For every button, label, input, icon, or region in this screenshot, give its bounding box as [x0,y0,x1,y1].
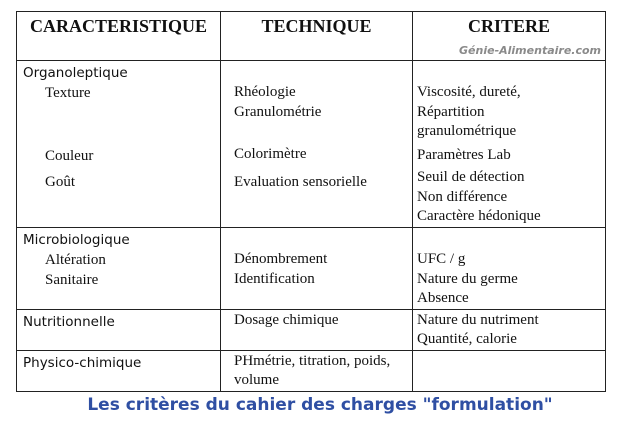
technique-texture [221,83,412,122]
technique-line: Colorimètre [234,146,307,162]
watermark: Génie-Alimentaire.com [459,44,601,57]
technique-gout [221,173,412,193]
criteria-line: granulométrique [417,123,517,139]
criteria-line: Non différence [417,188,508,205]
section-title: Organoleptique [23,65,128,81]
technique-alteration: Dénombrement [234,251,328,267]
criteria-line: Caractère hédonique [417,208,541,224]
technique-couleur [221,145,412,165]
criteria-alteration: UFC / g [417,251,466,267]
technique-physico-2: volume [234,372,279,388]
technique-line: Evaluation sensorielle [234,173,367,190]
criteria-texture [413,83,605,142]
microbiologique-technique-cell [221,228,413,310]
technique-physico-1: PHmétrie, titration, poids, [234,352,391,369]
criteria-sanitaire-1: Nature du germe [417,270,518,287]
criteria-nutritionnelle-2: Quantité, calorie [417,331,517,347]
criteria-nutritionnelle-1: Nature du nutriment [417,311,539,328]
nutritionnelle-cell [17,309,221,350]
technique-line: Rhéologie [234,84,296,100]
row-label-alteration: Altération [45,252,106,268]
row-label-couleur: Couleur [45,148,94,164]
nutritionnelle-technique-cell [221,309,413,350]
row-label-gout: Goût [45,174,75,190]
row-label-sanitaire: Sanitaire [45,272,99,288]
physico-technique-cell [221,350,413,391]
physico-criteria-cell [413,350,606,391]
physico-cell [17,350,221,391]
criteria-gout [413,168,605,227]
criteria-table [16,11,606,392]
table-row [17,309,606,350]
microbiologique-criteria-cell [413,228,606,310]
table-row [17,61,606,228]
header-criterion-label: CRITERE [467,16,551,36]
criteria-line: Répartition [417,103,485,120]
technique-nutritionnelle: Dosage chimique [234,311,339,328]
criteria-line: Paramètres Lab [417,146,511,163]
criteria-couleur [413,146,605,166]
criteria-line: Viscosité, dureté, [417,84,521,100]
table-row [17,228,606,310]
section-title: Physico-chimique [23,354,142,371]
organoleptique-technique-cell [221,61,413,228]
table-row [17,350,606,391]
organoleptique-criteria-cell [413,61,606,228]
header-criterion [413,12,606,61]
row-label-texture: Texture [45,85,91,101]
microbiologique-cell [17,228,221,310]
organoleptique-cell [17,61,221,228]
criteria-sanitaire-2: Absence [417,290,469,306]
header-row [17,12,606,61]
caption: Les critères du cahier des charges "formulation" [87,395,553,415]
header-technique: TECHNIQUE [221,12,413,61]
criteria-line: Seuil de détection [417,169,525,185]
header-characteristic: CARACTERISTIQUE [17,12,221,61]
section-title: Nutritionnelle [23,313,115,330]
technique-line: Granulométrie [234,103,322,120]
technique-sanitaire: Identification [234,270,315,287]
nutritionnelle-criteria-cell [413,309,606,350]
section-title: Microbiologique [23,232,130,248]
